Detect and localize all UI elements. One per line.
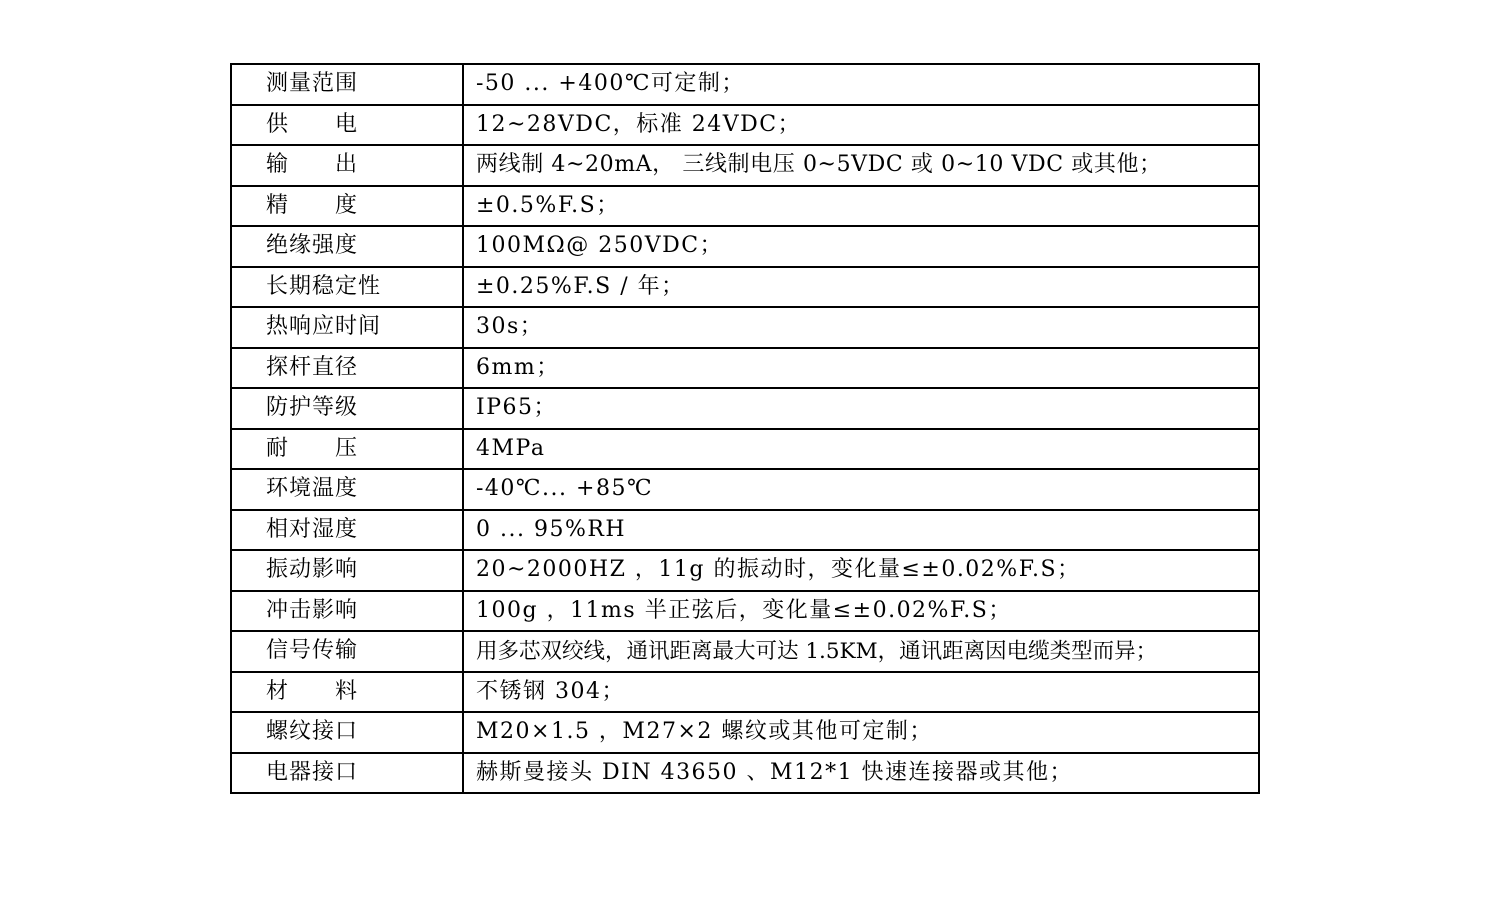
spec-label: 输 出 (231, 145, 463, 186)
table-row (231, 672, 1259, 713)
spec-label: 精 度 (231, 186, 463, 227)
table-row (231, 348, 1259, 389)
table-row (231, 753, 1259, 794)
table-row (231, 510, 1259, 551)
spec-value: ±0.25%F.S / 年； (463, 267, 1259, 308)
spec-value: 0 ... 95%RH (463, 510, 1259, 551)
spec-label: 振动影响 (231, 550, 463, 591)
spec-value: ±0.5%F.S； (463, 186, 1259, 227)
spec-value: 100MΩ@ 250VDC； (463, 226, 1259, 267)
table-row (231, 307, 1259, 348)
spec-value: 30s； (463, 307, 1259, 348)
spec-label: 环境温度 (231, 469, 463, 510)
spec-label: 热响应时间 (231, 307, 463, 348)
spec-label: 长期稳定性 (231, 267, 463, 308)
table-row (231, 429, 1259, 470)
spec-value: -40℃... +85℃ (463, 469, 1259, 510)
spec-value: 20~2000HZ ，11g 的振动时，变化量≤±0.02%F.S； (463, 550, 1259, 591)
table-row (231, 145, 1259, 186)
table-row (231, 64, 1259, 105)
spec-value: -50 ... +400℃可定制； (463, 64, 1259, 105)
spec-value: IP65； (463, 388, 1259, 429)
table-row (231, 591, 1259, 632)
spec-label: 供 电 (231, 105, 463, 146)
table-row (231, 631, 1259, 672)
spec-label: 电器接口 (231, 753, 463, 794)
spec-label: 信号传输 (231, 631, 463, 672)
table-row (231, 226, 1259, 267)
spec-value: 4MPa (463, 429, 1259, 470)
spec-label: 相对湿度 (231, 510, 463, 551)
spec-table (230, 63, 1260, 794)
spec-value: 12~28VDC，标准 24VDC； (463, 105, 1259, 146)
spec-value: M20×1.5 ，M27×2 螺纹或其他可定制； (463, 712, 1259, 753)
spec-label: 绝缘强度 (231, 226, 463, 267)
spec-label: 防护等级 (231, 388, 463, 429)
spec-label: 耐 压 (231, 429, 463, 470)
table-row (231, 712, 1259, 753)
spec-value: 100g ，11ms 半正弦后，变化量≤±0.02%F.S； (463, 591, 1259, 632)
table-row (231, 267, 1259, 308)
spec-value: 不锈钢 304； (463, 672, 1259, 713)
spec-label: 冲击影响 (231, 591, 463, 632)
spec-value: 两线制 4~20mA， 三线制电压 0~5VDC 或 0~10 VDC 或其他； (463, 145, 1259, 186)
spec-value: 6mm； (463, 348, 1259, 389)
spec-label: 材 料 (231, 672, 463, 713)
table-row (231, 469, 1259, 510)
spec-value: 用多芯双绞线，通讯距离最大可达 1.5KM，通讯距离因电缆类型而异； (463, 631, 1259, 672)
spec-label: 测量范围 (231, 64, 463, 105)
table-row (231, 105, 1259, 146)
spec-label: 螺纹接口 (231, 712, 463, 753)
table-row (231, 550, 1259, 591)
table-row (231, 186, 1259, 227)
spec-value: 赫斯曼接头 DIN 43650 、M12*1 快速连接器或其他； (463, 753, 1259, 794)
spec-label: 探杆直径 (231, 348, 463, 389)
table-row (231, 388, 1259, 429)
